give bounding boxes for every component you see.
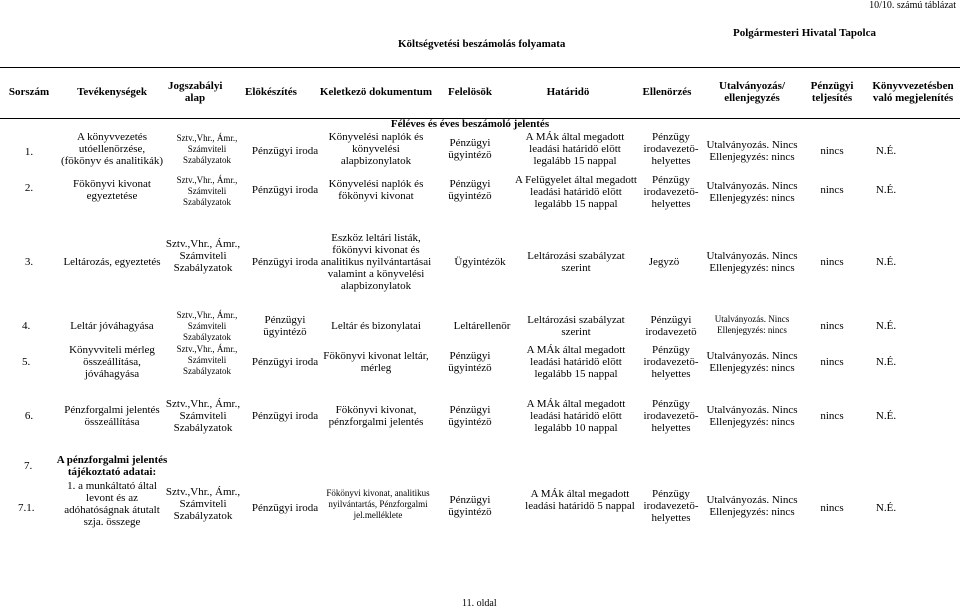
col-ellenorzes: Ellenörzés xyxy=(642,86,692,98)
row-responsible: Pénzügyi ügyintézö xyxy=(448,494,492,518)
row-document: Eszköz leltári listák, fökönyvi kivonat és analitikus nyilvántartásai valamint a könyvelési alapbizonylatok xyxy=(320,232,432,292)
row-legal-basis: Sztv.,Vhr., Ámr., Számviteli Szabályzatok xyxy=(165,238,241,274)
row-preparation: Pénzügyi iroda xyxy=(251,356,319,368)
row-number: 3. xyxy=(24,256,34,268)
row-deadline: A MÁk által megadott leadási határidö elött legalább 10 nappal xyxy=(526,398,626,434)
row-legal-basis: Sztv.,Vhr., Ámr., Számviteli Szabályzatok xyxy=(165,486,241,522)
col-elokeszites: Elökészítés xyxy=(245,86,297,98)
rule-top xyxy=(0,67,960,68)
row-booking: N.É. xyxy=(875,256,897,268)
row-control: Pénzügy irodavezetö-helyettes xyxy=(643,344,699,380)
row-preparation: Pénzügyi iroda xyxy=(251,184,319,196)
col-teljesites: Pénzügyi teljesítés xyxy=(810,80,854,104)
row-deadline: Leltározási szabályzat szerint xyxy=(527,314,625,338)
row-preparation: Pénzügyi ügyintézö xyxy=(263,314,307,338)
row-legal-basis: Sztv.,Vhr., Ámr., Számviteli Szabályzatok xyxy=(176,344,238,376)
row-number: 4. xyxy=(22,320,31,332)
row-legal-basis: Sztv.,Vhr., Ámr., Számviteli Szabályzatok xyxy=(165,398,241,434)
row-control: Pénzügy irodavezetö-helyettes xyxy=(643,488,699,524)
row-document: Könyvelési naplók és fökönyvi kivonat xyxy=(328,178,424,202)
row-control: Pénzügy irodavezetö-helyettes xyxy=(643,398,699,434)
row-control: Pénzügy irodavezetö-helyettes xyxy=(643,131,699,167)
row-document: Fökönyvi kivonat, analitikus nyilvántartás, Pénzforgalmi jel.melléklete xyxy=(326,488,430,520)
row-payment: nincs xyxy=(820,502,844,514)
row-activity: Könyvviteli mérleg összeállítása, jóváhagyása xyxy=(69,344,155,380)
row-deadline: A MÁk által megadott leadási határidö elött legalább 15 nappal xyxy=(526,344,626,380)
row-approval: Utalványozás. Nincs Ellenjegyzés: nincs xyxy=(706,180,798,204)
row-booking: N.É. xyxy=(875,184,897,196)
row-control: Pénzügy irodavezetö-helyettes xyxy=(643,174,699,210)
col-keletkezo: Keletkezö dokumentum xyxy=(319,86,433,98)
col-utalvanyozas: Utalványozás/ ellenjegyzés xyxy=(719,80,785,104)
col-konyvvezetes: Könyvvezetésben való megjelenítés xyxy=(872,80,954,104)
row-legal-basis: Sztv.,Vhr., Ámr., Számviteli Szabályzatok xyxy=(176,133,238,165)
row-responsible: Pénzügyi ügyintézö xyxy=(448,137,492,161)
row-activity: A könyvvezetés utóellenörzése, (fökönyv és analitikák) xyxy=(60,131,164,167)
row-payment: nincs xyxy=(820,184,844,196)
row-booking: N.É. xyxy=(875,410,897,422)
row-preparation: Pénzügyi iroda xyxy=(251,502,319,514)
row-booking: N.É. xyxy=(875,356,897,368)
row-activity: 1. a munkáltató által levont és az adóhatóságnak átutalt szja. összege xyxy=(64,480,160,528)
row-number: 5. xyxy=(22,356,31,368)
row-document: Fökönyvi kivonat, pénzforgalmi jelentés xyxy=(328,404,424,428)
office-name: Polgármesteri Hivatal Tapolca xyxy=(733,27,876,39)
row-responsible: Pénzügyi ügyintézö xyxy=(448,178,492,202)
row-number: 2. xyxy=(24,182,34,194)
col-hatarido: Határidö xyxy=(546,86,590,98)
col-felelosok: Felelösök xyxy=(448,86,492,98)
row-approval: Utalványozás. Nincs Ellenjegyzés: nincs xyxy=(706,404,798,428)
row-activity: Leltár jóváhagyása xyxy=(70,320,154,332)
row-deadline: Leltározási szabályzat szerint xyxy=(527,250,625,274)
row-legal-basis: Sztv.,Vhr., Ámr., Számviteli Szabályzatok xyxy=(176,175,238,207)
row-deadline: A Felügyelet által megadott leadási határidö elött legalább 15 nappal xyxy=(515,174,637,210)
row-subnumber: 7.1. xyxy=(18,502,35,514)
row-booking: N.É. xyxy=(875,502,897,514)
page-title: Költségvetési beszámolás folyamata xyxy=(398,38,566,50)
row-approval: Utalványozás. Nincs Ellenjegyzés: nincs xyxy=(706,139,798,163)
col-tevekenysegek: Tevékenységek xyxy=(77,86,147,98)
row-activity: Leltározás, egyeztetés xyxy=(63,256,161,268)
row-payment: nincs xyxy=(820,256,844,268)
row-number: 1. xyxy=(24,146,34,158)
row-approval: Utalványozás. Nincs Ellenjegyzés: nincs xyxy=(706,250,798,274)
row-booking: N.É. xyxy=(875,145,897,157)
row-document: Leltár és bizonylatai xyxy=(331,320,421,332)
doc-reference: 10/10. számú táblázat xyxy=(869,0,956,11)
row-responsible: Pénzügyi ügyintézö xyxy=(448,404,492,428)
row-legal-basis: Sztv.,Vhr., Ámr., Számviteli Szabályzatok xyxy=(176,310,238,342)
row-preparation: Pénzügyi iroda xyxy=(251,256,319,268)
row-deadline: A MÁk által megadott leadási határidö elött legalább 15 nappal xyxy=(525,131,625,167)
row-responsible: Leltárellenör xyxy=(453,320,511,332)
row-responsible: Ügyintézök xyxy=(454,256,506,268)
row-activity-title: A pénzforgalmi jelentés tájékoztató adatai: xyxy=(56,454,168,478)
page-number: 11. oldal xyxy=(462,598,497,609)
section-title: Féléves és éves beszámoló jelentés xyxy=(390,118,550,130)
row-activity: Pénzforgalmi jelentés összeállítása xyxy=(64,404,160,428)
row-payment: nincs xyxy=(820,410,844,422)
row-document: Könyvelési naplók és könyvelési alapbizonylatok xyxy=(328,131,424,167)
row-control: Jegyzö xyxy=(648,256,680,268)
row-approval: Utalványozás. Nincs Ellenjegyzés: nincs xyxy=(706,350,798,374)
row-deadline: A MÁk által megadott leadási határidö 5 nappal xyxy=(525,488,635,512)
row-approval: Utalványozás. Nincs Ellenjegyzés: nincs xyxy=(706,494,798,518)
row-control: Pénzügyi irodavezetö xyxy=(645,314,697,338)
row-number: 6. xyxy=(24,410,34,422)
row-preparation: Pénzügyi iroda xyxy=(251,410,319,422)
row-activity: Fökönyvi kivonat egyeztetése xyxy=(73,178,151,202)
row-document: Fökönyvi kivonat leltár, mérleg xyxy=(323,350,429,374)
row-payment: nincs xyxy=(820,145,844,157)
row-booking: N.É. xyxy=(875,320,897,332)
row-payment: nincs xyxy=(820,356,844,368)
row-payment: nincs xyxy=(820,320,844,332)
row-number: 7. xyxy=(24,460,33,472)
row-preparation: Pénzügyi iroda xyxy=(251,145,319,157)
col-jogszabalyi: Jogszabályi alap xyxy=(168,80,223,104)
col-sorszam: Sorszám xyxy=(8,86,50,98)
row-approval: Utalványozás. Nincs Ellenjegyzés: nincs xyxy=(714,314,790,335)
row-responsible: Pénzügyi ügyintézö xyxy=(448,350,492,374)
